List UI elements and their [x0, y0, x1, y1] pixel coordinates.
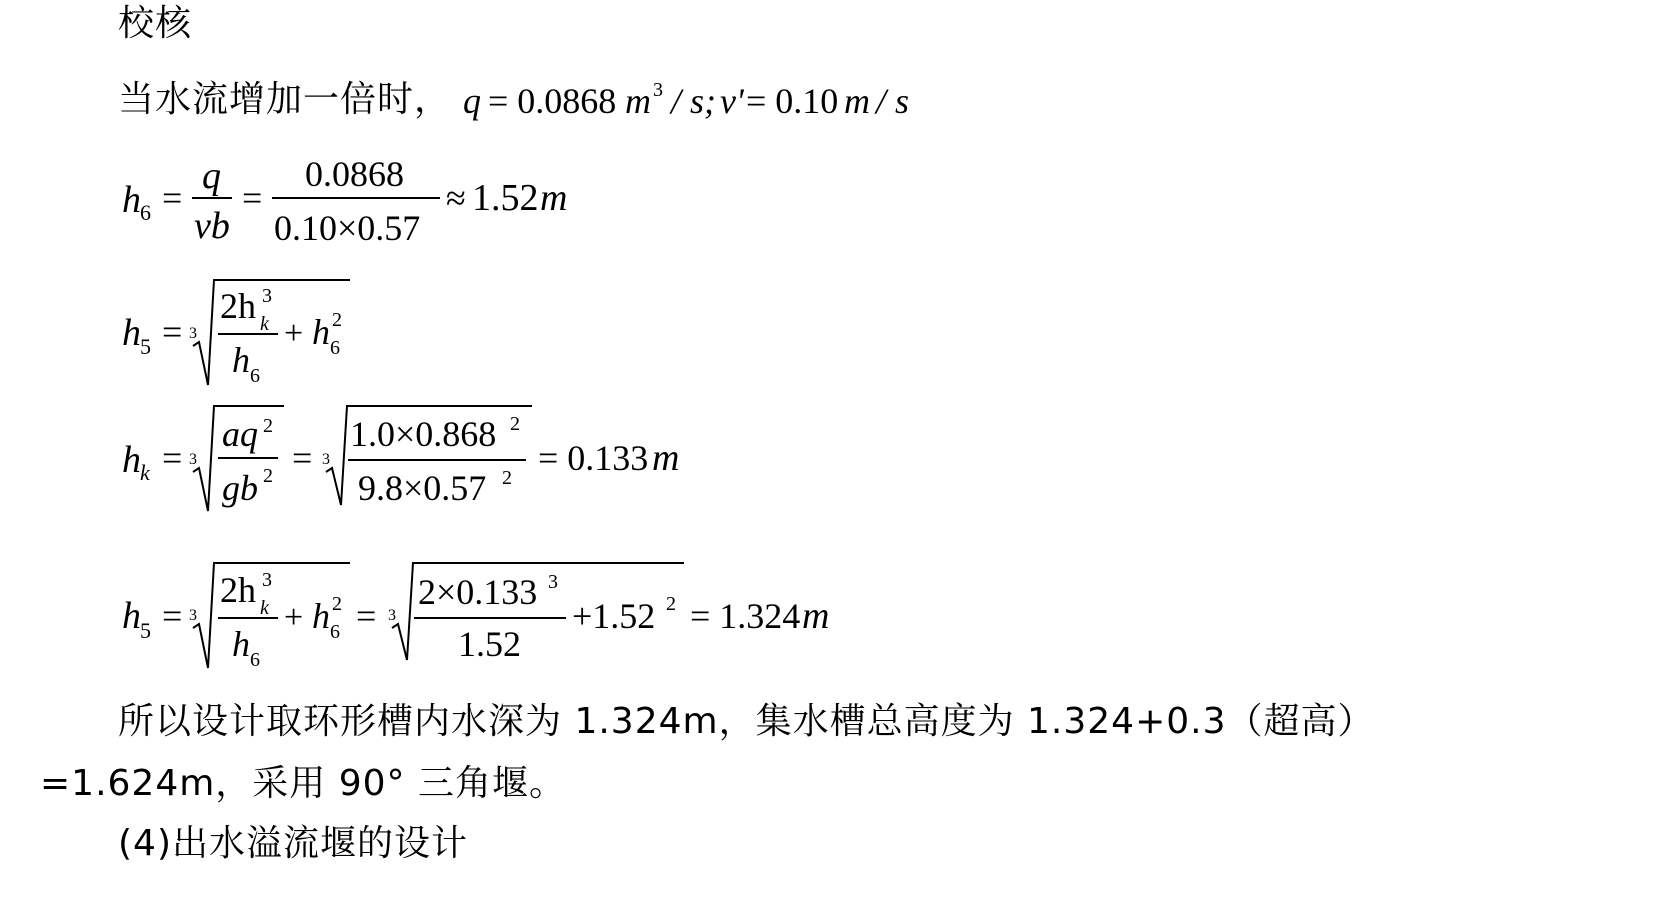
term-sub: 6 [330, 337, 340, 359]
equals: = [356, 596, 377, 636]
term-sub: 6 [330, 621, 340, 643]
per-second: / s; [671, 81, 716, 121]
section-heading: (4)出水溢流堰的设计 [118, 823, 468, 864]
frac1-num-sup: 2 [263, 415, 273, 437]
root-index: 3 [388, 607, 396, 624]
plus-term-sup: 2 [666, 593, 676, 615]
paragraph-line-2: =1.624m，采用 90° 三角堰。 [40, 763, 566, 804]
frac1-num: aq [222, 414, 258, 454]
approx-sign: ≈ [446, 178, 466, 218]
frac1-num: q [202, 155, 221, 197]
h5-result: = 1.324 [690, 596, 801, 636]
den-sub: 6 [250, 649, 260, 671]
q-variable: q [463, 81, 481, 121]
h6-result: 1.52 [472, 177, 539, 219]
frac2-num: 2×0.133 [418, 572, 538, 612]
hk-result: = 0.133 [538, 438, 649, 478]
root-index: 3 [189, 607, 197, 624]
frac2-den: 9.8×0.57 [358, 468, 487, 508]
equals: = [162, 178, 183, 218]
frac1-den: gb [222, 468, 258, 508]
heading-check: 校核 [118, 3, 193, 44]
h5-lhs: h [122, 595, 141, 637]
equation-h5-formula [122, 280, 350, 387]
num-sub: k [260, 313, 269, 335]
h5-lhs-sub: 5 [140, 618, 151, 643]
frac2-num-sup: 2 [510, 413, 520, 435]
exponent-3: 3 [653, 79, 663, 101]
unit-m: m [625, 81, 651, 121]
num-coef: 2h [220, 570, 256, 610]
equation-h5-calc [122, 563, 829, 671]
term-h: h [312, 596, 330, 636]
frac2-den: 1.52 [458, 624, 521, 664]
equals: = [162, 596, 183, 636]
double-flow-cn-prefix: 当水流增加一倍时， [118, 79, 452, 120]
equals: = [162, 312, 183, 352]
den-h: h [232, 624, 250, 664]
root-index: 3 [189, 451, 197, 468]
term-sup: 2 [332, 593, 342, 615]
unit-m-2: m [844, 81, 870, 121]
plus-term: +1.52 [572, 596, 656, 636]
frac1-den-sup: 2 [263, 465, 273, 487]
frac2-den-sup: 2 [502, 467, 512, 489]
term-h: h [312, 312, 330, 352]
q-value: = 0.0868 [488, 81, 617, 121]
v-value: = 0.10 [746, 81, 839, 121]
hk-lhs-sub: k [140, 460, 150, 485]
per-second-2: / s [876, 81, 910, 121]
equation-hk [122, 406, 679, 511]
equals: = [242, 178, 263, 218]
plus: + [284, 315, 304, 352]
h5-lhs-sub: 5 [140, 334, 151, 359]
den-sub: 6 [250, 365, 260, 387]
num-coef: 2h [220, 286, 256, 326]
root-index: 3 [322, 451, 330, 468]
h6-lhs: h [122, 179, 141, 221]
frac2-num: 1.0×0.868 [350, 414, 497, 454]
num-sup: 3 [262, 569, 272, 591]
double-flow-line [118, 78, 909, 128]
h6-lhs-sub: 6 [140, 200, 151, 225]
term-sup: 2 [332, 309, 342, 331]
plus: + [284, 599, 304, 636]
h5-unit: m [802, 595, 830, 637]
root-index: 3 [189, 325, 197, 342]
hk-unit: m [652, 437, 680, 479]
equals: = [292, 438, 313, 478]
equation-h6 [122, 154, 567, 248]
hk-lhs: h [122, 439, 141, 481]
paragraph-line-1: 所以设计取环形槽内水深为 1.324m，集水槽总高度为 1.324+0.3（超高） [118, 701, 1375, 742]
den-h: h [232, 340, 250, 380]
h5-lhs: h [122, 312, 141, 354]
v-prime-variable: v' [720, 81, 744, 121]
frac2-num-sup: 3 [548, 571, 558, 593]
frac1-den: vb [194, 205, 230, 247]
h6-unit: m [540, 177, 568, 219]
num-sub: k [260, 597, 269, 619]
equals: = [162, 438, 183, 478]
frac2-den: 0.10×0.57 [274, 208, 421, 248]
num-sup: 3 [262, 285, 272, 307]
frac2-num: 0.0868 [305, 154, 404, 194]
